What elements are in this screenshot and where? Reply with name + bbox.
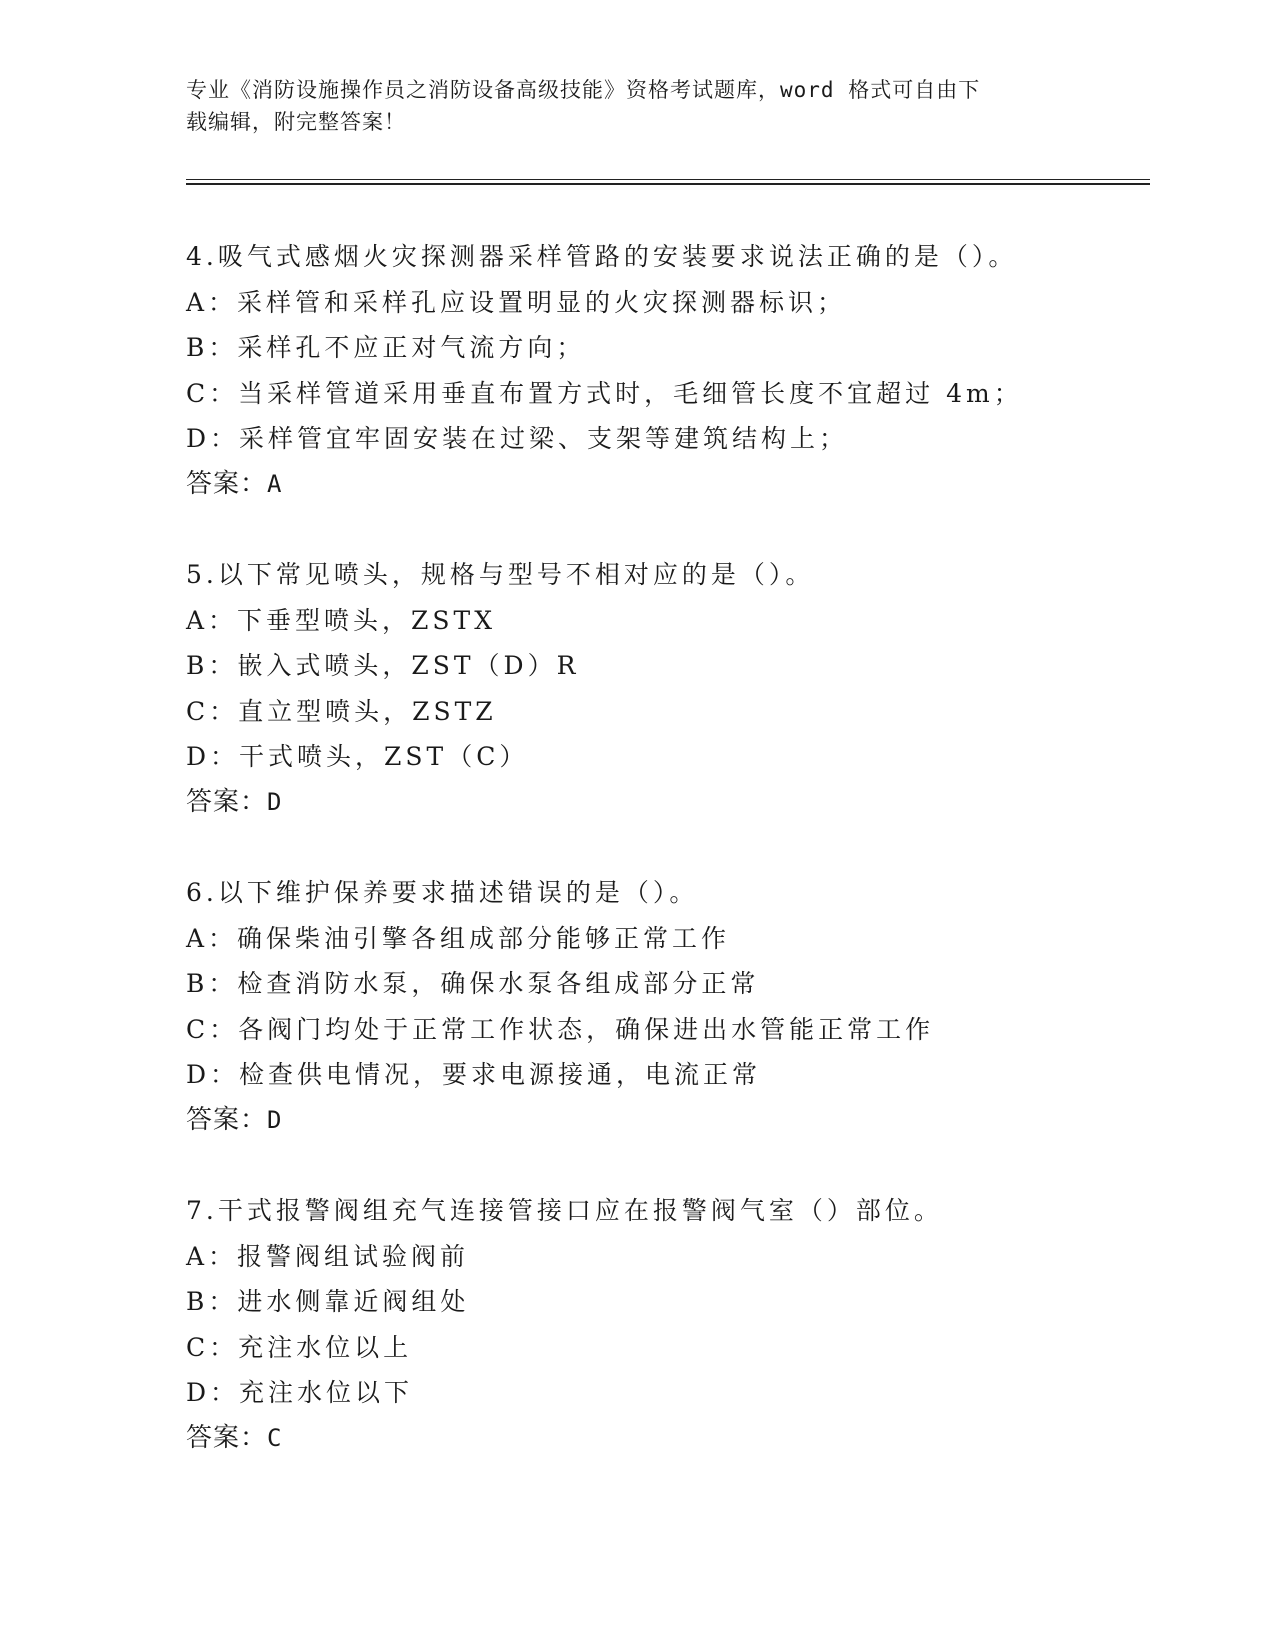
header-divider-thin <box>186 179 1150 180</box>
header-line-2: 载编辑，附完整答案！ <box>186 110 406 134</box>
answer-line <box>186 780 1166 826</box>
option-a: A：下垂型喷头，ZSTX <box>186 605 497 635</box>
question-4 <box>186 234 1166 507</box>
option-a: A：确保柴油引擎各组成部分能够正常工作 <box>186 923 731 953</box>
option-c: C：当采样管道采用垂直布置方式时，毛细管长度不宜超过 4m； <box>186 378 1023 408</box>
option-c: C：直立型喷头，ZSTZ <box>186 696 497 726</box>
option-b: B：检查消防水泵，确保水泵各组成部分正常 <box>186 969 760 998</box>
answer-line <box>186 1416 1166 1462</box>
answer-value: A <box>267 469 283 498</box>
question-list <box>186 234 1166 1461</box>
option-c: C：各阀门均处于正常工作状态，确保进出水管能正常工作 <box>186 1014 935 1044</box>
header-line-1: 专业《消防设施操作员之消防设备高级技能》资格考试题库，word 格式可自由下 <box>186 78 981 102</box>
question-stem: 5.以下常见喷头，规格与型号不相对应的是（）。 <box>186 560 815 589</box>
question-stem: 6.以下维护保养要求描述错误的是（）。 <box>186 878 699 907</box>
answer-label: 答案： <box>186 468 268 499</box>
option-b: B：嵌入式喷头，ZST（D）R <box>186 651 580 680</box>
document-header <box>186 74 1086 138</box>
option-c: C：充注水位以上 <box>186 1332 413 1362</box>
answer-value: C <box>267 1423 283 1452</box>
option-d: D：采样管宜牢固安装在过梁、支架等建筑结构上； <box>186 424 849 453</box>
option-d: D：干式喷头，ZST（C） <box>186 742 529 771</box>
option-b: B：进水侧靠近阀组处 <box>186 1287 470 1316</box>
answer-value: D <box>267 787 283 816</box>
answer-label: 答案： <box>186 786 268 817</box>
answer-line <box>186 462 1166 508</box>
question-7 <box>186 1188 1166 1461</box>
option-d: D：检查供电情况，要求电源接通，电流正常 <box>186 1060 762 1089</box>
answer-line <box>186 1098 1166 1144</box>
question-stem: 7.干式报警阀组充气连接管接口应在报警阀气室（）部位。 <box>186 1196 943 1225</box>
question-stem: 4.吸气式感烟火灾探测器采样管路的安装要求说法正确的是（）。 <box>186 242 1018 271</box>
answer-label: 答案： <box>186 1104 268 1135</box>
question-6 <box>186 870 1166 1143</box>
option-a: A：报警阀组试验阀前 <box>186 1241 470 1271</box>
option-a: A：采样管和采样孔应设置明显的火灾探测器标识； <box>186 287 847 317</box>
answer-label: 答案： <box>186 1422 268 1453</box>
question-5 <box>186 552 1166 825</box>
header-divider-thick <box>186 183 1150 185</box>
option-d: D：充注水位以下 <box>186 1378 414 1407</box>
option-b: B：采样孔不应正对气流方向； <box>186 333 586 362</box>
answer-value: D <box>267 1105 283 1134</box>
